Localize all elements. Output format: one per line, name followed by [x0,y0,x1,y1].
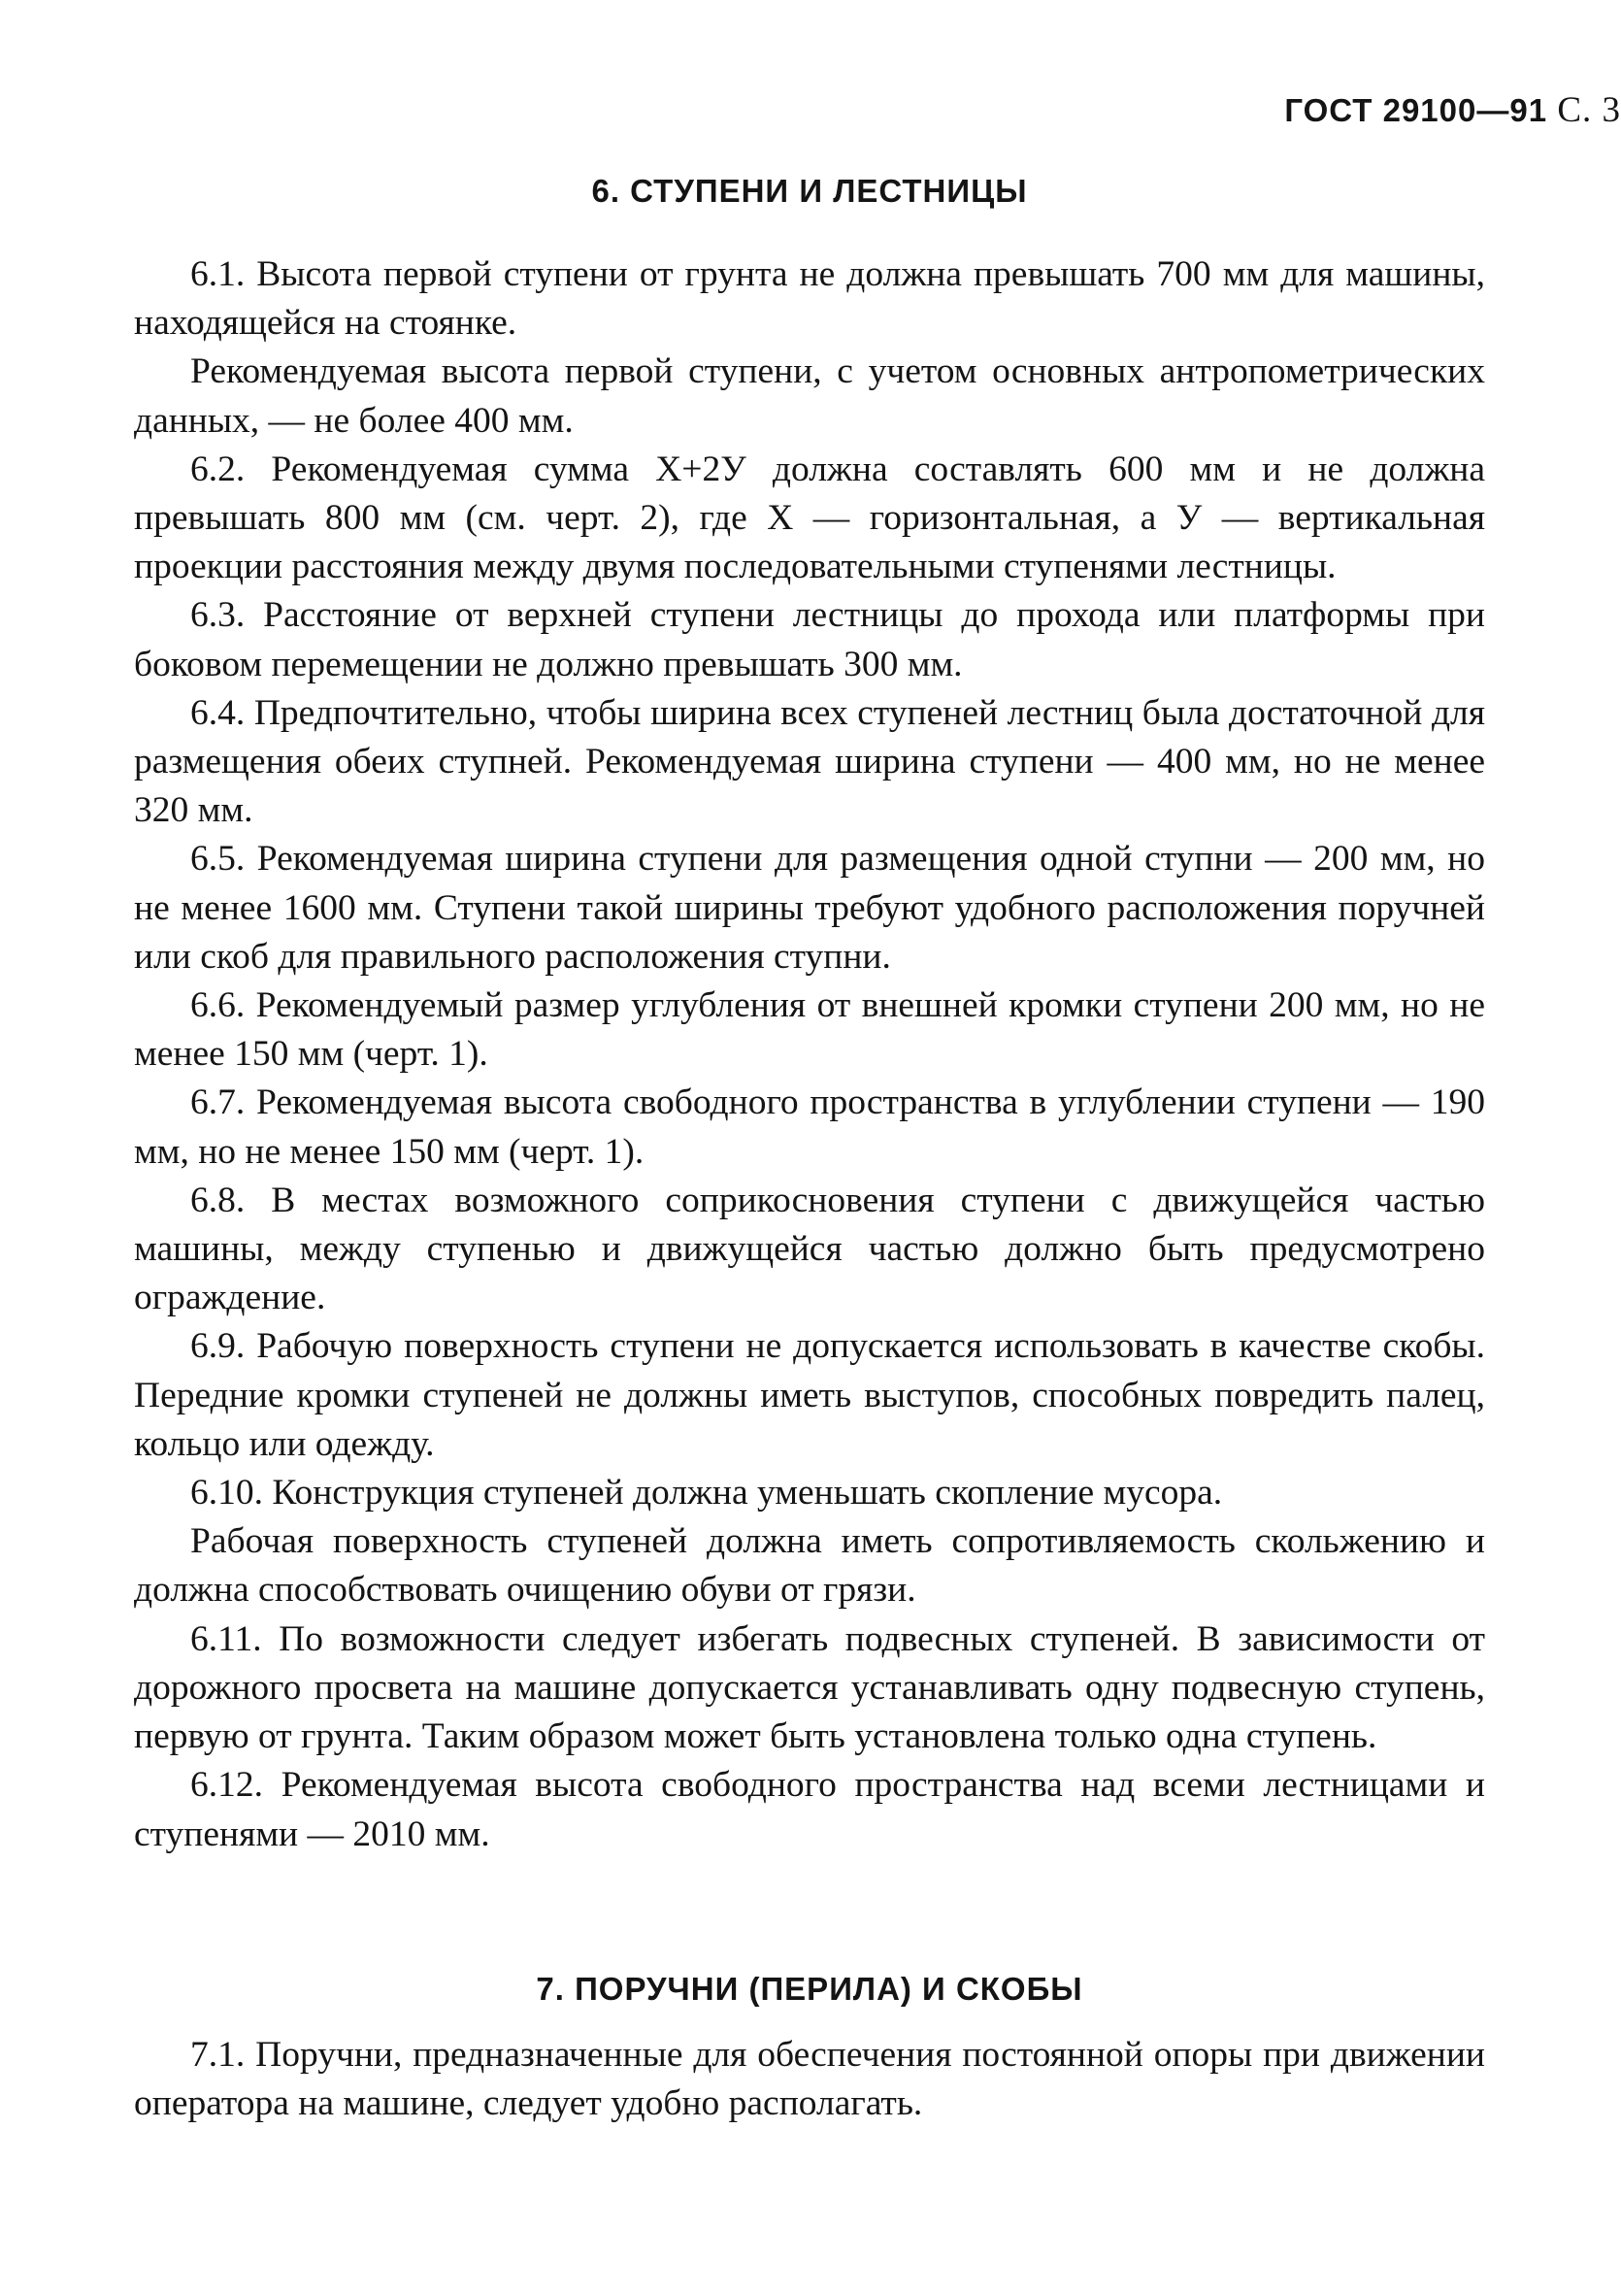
paragraph-6-1-note: Рекомендуемая высота первой ступени, с учетом основных антропометрических данных, — не более 400 мм. [134,351,1485,441]
paragraph-6-3: 6.3. Расстояние от верхней ступени лестницы до прохода или платформы при боковом перемещении не должно превышать 300 мм. [134,595,1485,684]
paragraph-6-6: 6.6. Рекомендуемый размер углубления от внешней кромки ступени 200 мм, но не менее 150 мм (черт. 1). [134,985,1485,1075]
paragraph-6-8: 6.8. В местах возможного соприкосновения ступени с движущейся частью машины, между ступенью и движущейся частью должно быть предусмотрено ограждение. [134,1180,1485,1318]
standard-number: ГОСТ 29100—91 [1284,92,1548,128]
paragraph-7-1: 7.1. Поручни, предназначенные для обеспечения постоянной опоры при движении оператора на машине, следует удобно располагать. [134,2035,1485,2124]
paragraph-6-10: 6.10. Конструкция ступеней должна уменьшать скопление мусора. [190,1473,1223,1514]
paragraph-6-11: 6.11. По возможности следует избегать подвесных ступеней. В зависимости от дорожного просвета на машине допускается устанавливать одну подвесную ступень, первую от грунта. Таким образом может быть установлена только одна ступень. [134,1618,1485,1757]
section-6-heading: 6. СТУПЕНИ И ЛЕСТНИЦЫ [591,173,1028,209]
paragraph-6-4: 6.4. Предпочтительно, чтобы ширина всех ступеней лестниц была достаточной для размещения обеих ступней. Рекомендуемая ширина ступени — 400 мм, но не менее 320 мм. [134,692,1485,831]
section-7-heading: 7. ПОРУЧНИ (ПЕРИЛА) И СКОБЫ [536,1971,1083,2007]
paragraph-6-2: 6.2. Рекомендуемая сумма X+2У должна составлять 600 мм и не должна превышать 800 мм (см. черт. 2), где X — горизонтальная, а У — вертикальная проекции расстояния между двумя последовательными ступенями лестницы. [134,449,1485,587]
paragraph-6-7: 6.7. Рекомендуемая высота свободного пространства в углублении ступени — 190 мм, но не менее 150 мм (черт. 1). [134,1082,1485,1172]
paragraph-6-9: 6.9. Рабочую поверхность ступени не допускается использовать в качестве скобы. Передние кромки ступеней не должны иметь выступов, способных повредить палец, кольцо или одежду. [134,1326,1485,1464]
paragraph-6-1: 6.1. Высота первой ступени от грунта не должна превышать 700 мм для машины, находящейся на стоянке. [134,254,1485,344]
page-number: С. 3 [1557,90,1621,130]
section-6-body [134,250,1485,1859]
page-header [1250,89,1621,131]
paragraph-6-12: 6.12. Рекомендуемая высота свободного пространства над всеми лестницами и ступенями — 2010 мм. [134,1765,1485,1854]
paragraph-6-10-note: Рабочая поверхность ступеней должна иметь сопротивляемость скольжению и должна способствовать очищению обуви от грязи. [134,1521,1485,1611]
section-7-body [134,2031,1485,2128]
paragraph-6-5: 6.5. Рекомендуемая ширина ступени для размещения одной ступни — 200 мм, но не менее 1600 мм. Ступени такой ширины требуют удобного расположения поручней или скоб для правильного расположения ступни. [134,839,1485,977]
